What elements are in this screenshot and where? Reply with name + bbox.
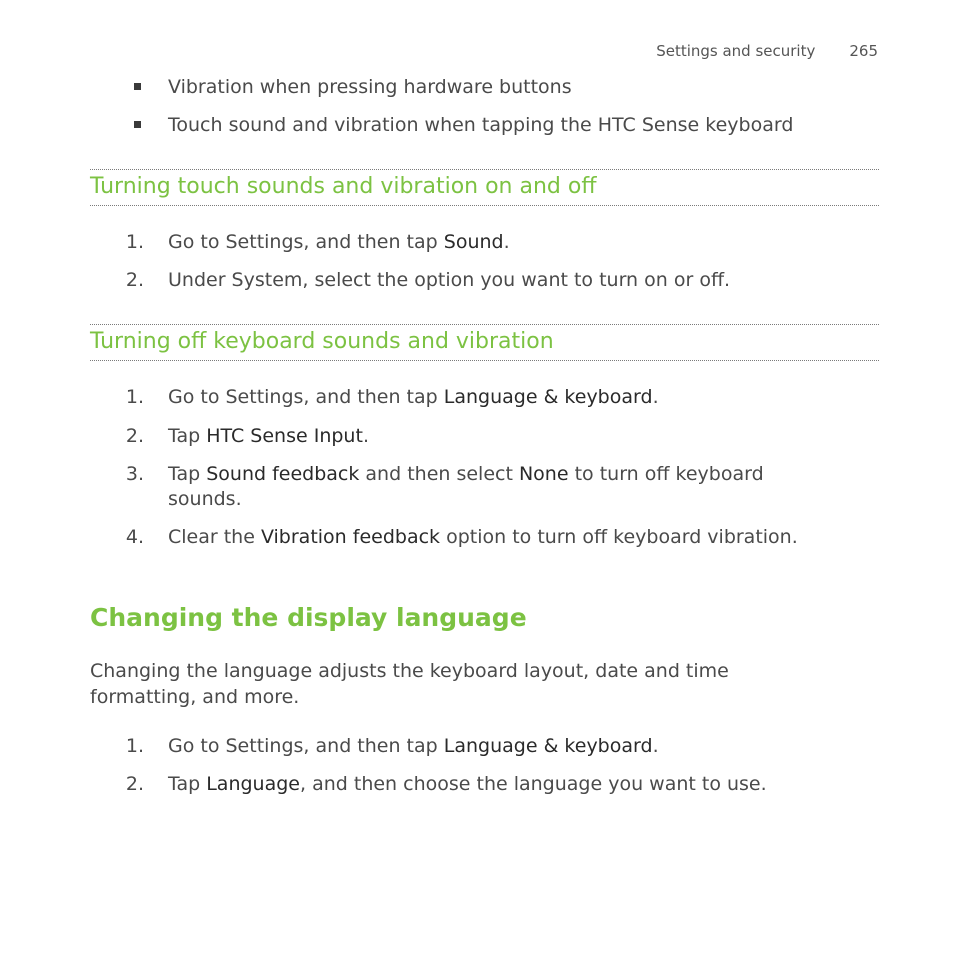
ui-term: Sound feedback [206,463,360,485]
divider [90,324,879,325]
ui-term: Language & keyboard [443,386,653,408]
step-text: Go to Settings, and then tap Sound. [168,231,510,253]
bullet-icon [134,83,141,90]
step-number: 4. [125,526,144,548]
bullet-item: Vibration when pressing hardware buttons [168,76,572,98]
step-number: 1. [125,231,144,253]
step-text: Tap HTC Sense Input. [168,425,369,447]
section-heading: Turning touch sounds and vibration on and off [90,174,597,199]
ui-term: Language & keyboard [443,735,653,757]
divider [90,205,879,206]
step-text: Go to Settings, and then tap Language & keyboard. [168,735,659,757]
step-number: 3. [125,463,144,485]
paragraph-line: formatting, and more. [90,686,300,708]
step-text: Tap Sound feedback and then select None to turn off keyboard [168,463,764,485]
page-header [656,38,878,64]
step-text-continued: sounds. [168,488,242,510]
ui-term: HTC Sense Input [206,425,363,447]
step-number: 1. [125,735,144,757]
divider [90,169,879,170]
divider [90,360,879,361]
ui-term: Sound [443,231,504,253]
ui-term: None [518,463,569,485]
step-number: 2. [125,269,144,291]
step-number: 1. [125,386,144,408]
bullet-icon [134,121,141,128]
header-section: Settings and security [656,42,816,60]
page-number: 265 [849,42,878,60]
ui-term: Language [206,773,300,795]
paragraph-line: Changing the language adjusts the keyboard layout, date and time [90,660,729,682]
step-text: Under System, select the option you want to turn on or off. [168,269,731,291]
bullet-item: Touch sound and vibration when tapping the HTC Sense keyboard [168,114,794,136]
step-text: Clear the Vibration feedback option to turn off keyboard vibration. [168,526,798,548]
ui-term: Vibration feedback [260,526,441,548]
step-text: Tap Language, and then choose the language you want to use. [168,773,767,795]
section-title: Changing the display language [90,603,527,632]
step-number: 2. [125,773,144,795]
section-heading: Turning off keyboard sounds and vibration [90,329,554,354]
step-number: 2. [125,425,144,447]
step-text: Go to Settings, and then tap Language & keyboard. [168,386,659,408]
